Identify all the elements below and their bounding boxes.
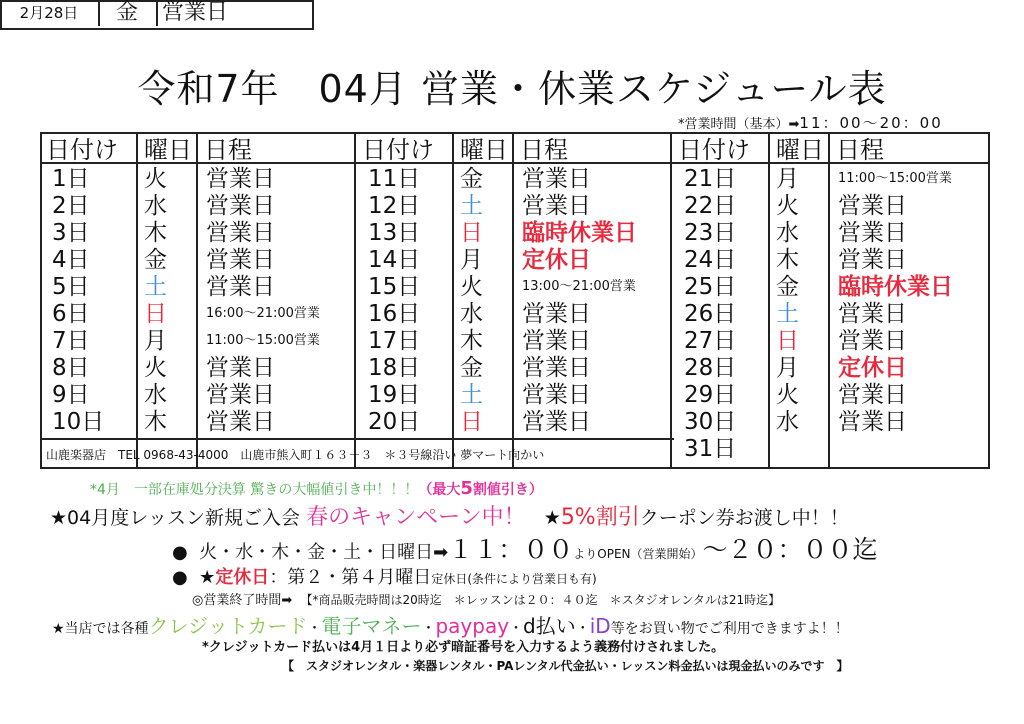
campaign-suffix: クーポン券お渡し中！！ xyxy=(639,507,849,529)
weekday-cell: 日 xyxy=(460,409,483,435)
schedule-cell: 営業日 xyxy=(206,193,275,219)
weekday-cell: 火 xyxy=(776,382,799,408)
schedule-cell: 臨時休業日 xyxy=(522,220,637,246)
hours-bullet: ● xyxy=(172,542,188,563)
schedule-cell: 営業日 xyxy=(838,247,907,273)
weekday-cell: 土 xyxy=(460,382,483,408)
end-label: ◎営業終了時間➡ xyxy=(192,593,293,608)
column-divider xyxy=(136,134,138,467)
schedule-cell: 営業日 xyxy=(838,409,907,435)
schedule-cell: 臨時休業日 xyxy=(838,274,953,300)
payment-id: iD xyxy=(589,614,611,638)
schedule-cell: 16:00～21:00営業 xyxy=(206,306,320,321)
date-cell: 28日 xyxy=(684,355,737,381)
header-schedule: 日程 xyxy=(204,136,252,164)
header-date: 日付け xyxy=(46,136,118,164)
payment-emoney: 電子マネー xyxy=(321,614,422,638)
schedule-cell: 営業日 xyxy=(206,409,275,435)
date-cell: 5日 xyxy=(52,274,90,300)
schedule-cell: 11:00～15:00営業 xyxy=(838,171,952,186)
schedule-cell: 営業日 xyxy=(522,382,591,408)
payment-dot-2: ・ xyxy=(421,621,436,637)
schedule-cell: 営業日 xyxy=(206,220,275,246)
payment-d: d払い xyxy=(523,614,576,638)
payment-dot-1: ・ xyxy=(307,621,322,637)
date-cell: 21日 xyxy=(684,166,737,192)
weekday-cell: 水 xyxy=(776,409,799,435)
closed-line xyxy=(172,563,1024,589)
date-cell: 30日 xyxy=(684,409,737,435)
closed-bullet: ● xyxy=(172,567,188,588)
schedule-cell: 営業日 xyxy=(206,247,275,273)
date-cell: 24日 xyxy=(684,247,737,273)
schedule-cell: 営業日 xyxy=(206,382,275,408)
date-cell: 1日 xyxy=(52,166,90,192)
header-schedule: 日程 xyxy=(836,136,884,164)
date-cell: 31日 xyxy=(684,436,737,462)
date-cell: 23日 xyxy=(684,220,737,246)
header-weekday: 曜日 xyxy=(776,136,824,164)
hours-open: １１：００ xyxy=(448,535,574,564)
schedule-cell: 営業日 xyxy=(838,220,907,246)
payment-dot-4: ・ xyxy=(575,621,590,637)
date-cell: 10日 xyxy=(52,409,105,435)
date-cell: 11日 xyxy=(368,166,421,192)
sale-line xyxy=(90,478,1024,499)
info-divider xyxy=(42,438,674,440)
end-note: 【*商品販売時間は20時迄 ＊レッスンは２０：４０迄 ＊スタジオレンタルは21時迄】 xyxy=(300,593,781,607)
schedule-cell: 営業日 xyxy=(838,328,907,354)
closed-star: ★ xyxy=(199,567,216,588)
date-cell: 14日 xyxy=(368,247,421,273)
date-cell: 18日 xyxy=(368,355,421,381)
date-cell: 12日 xyxy=(368,193,421,219)
weekday-cell: 金 xyxy=(776,274,799,300)
cash-note: 【 スタジオレンタル・楽器レンタル・PAレンタル代金払い・レッスン料金払いは現金払いのみです 】 xyxy=(282,659,849,673)
header-weekday: 曜日 xyxy=(144,136,192,164)
weekday-cell: 水 xyxy=(144,382,167,408)
weekday-cell: 火 xyxy=(460,274,483,300)
basic-hours-label: *営業時間（基本）➡ xyxy=(678,117,800,132)
header-schedule: 日程 xyxy=(520,136,568,164)
schedule-cell: 営業日 xyxy=(522,355,591,381)
weekday-cell: 月 xyxy=(776,166,799,192)
schedule-cell: 定休日 xyxy=(838,355,907,381)
weekday-cell: 日 xyxy=(460,220,483,246)
sale-emph-close: 割値引き） xyxy=(472,482,543,498)
basic-hours xyxy=(678,112,943,133)
block-divider xyxy=(354,134,356,467)
weekday-cell: 月 xyxy=(144,328,167,354)
basic-hours-time: 11：00～20：00 xyxy=(799,114,943,132)
today-box xyxy=(0,0,314,30)
payment-credit: クレジットカード xyxy=(148,614,308,638)
campaign-main: 春のキャンペーン中！ xyxy=(306,505,526,530)
store-info: 山鹿楽器店 TEL 0968-43-4000 山鹿市熊入町１６３－３ ＊３号線沿い 夢マート向かい xyxy=(46,448,545,462)
column-divider xyxy=(452,134,454,467)
weekday-cell: 木 xyxy=(776,247,799,273)
column-divider xyxy=(512,134,514,467)
date-cell: 7日 xyxy=(52,328,90,354)
date-cell: 4日 xyxy=(52,247,90,273)
schedule-cell: 11:00～15:00営業 xyxy=(206,333,320,348)
closed-text: ：第２・第４月曜日 xyxy=(269,567,432,588)
campaign-star: ★ xyxy=(543,507,561,529)
date-cell: 29日 xyxy=(684,382,737,408)
sale-text: *4月 一部在庫処分決算 驚きの大幅値引き中！！！ xyxy=(90,482,419,498)
column-divider xyxy=(768,134,770,467)
weekday-cell: 木 xyxy=(144,220,167,246)
campaign-discount: 5%割引 xyxy=(560,505,640,530)
today-date: 2月28日 xyxy=(0,0,100,26)
date-cell: 9日 xyxy=(52,382,90,408)
weekday-cell: 土 xyxy=(460,193,483,219)
weekday-cell: 土 xyxy=(144,274,167,300)
weekday-cell: 日 xyxy=(144,301,167,327)
date-cell: 13日 xyxy=(368,220,421,246)
hours-days: 火・水・木・金・土・日曜日➡ xyxy=(199,542,449,563)
date-cell: 15日 xyxy=(368,274,421,300)
schedule-cell: 営業日 xyxy=(206,355,275,381)
sale-emph-num: 5 xyxy=(460,478,473,499)
campaign-line xyxy=(50,500,1024,531)
weekday-cell: 月 xyxy=(776,355,799,381)
date-cell: 26日 xyxy=(684,301,737,327)
date-cell: 25日 xyxy=(684,274,737,300)
schedule-cell: 営業日 xyxy=(522,193,591,219)
schedule-cell: 13:00～21:00営業 xyxy=(522,279,636,294)
schedule-cell: 営業日 xyxy=(838,301,907,327)
date-cell: 22日 xyxy=(684,193,737,219)
pin-note: *クレジットカード払いは4月１日より必ず暗証番号を入力するよう義務付けされました。 xyxy=(202,640,725,655)
date-cell: 6日 xyxy=(52,301,90,327)
sale-emph-open: （最大 xyxy=(418,482,461,498)
schedule-cell: 営業日 xyxy=(838,193,907,219)
weekday-cell: 木 xyxy=(460,328,483,354)
schedule-cell: 営業日 xyxy=(522,409,591,435)
schedule-cell: 営業日 xyxy=(522,301,591,327)
block-divider xyxy=(670,134,672,467)
hours-close: ～２０：００迄 xyxy=(702,535,878,564)
weekday-cell: 火 xyxy=(144,355,167,381)
today-weekday: 金 xyxy=(98,0,158,26)
schedule-cell: 営業日 xyxy=(206,166,275,192)
date-cell: 2日 xyxy=(52,193,90,219)
page-title: 令和7年 04月 営業・休業スケジュール表 xyxy=(137,67,887,111)
column-divider xyxy=(196,134,198,467)
weekday-cell: 月 xyxy=(460,247,483,273)
closed-note: 定休日(条件により営業日も有) xyxy=(431,572,597,586)
hours-line xyxy=(172,530,1024,566)
schedule-cell: 定休日 xyxy=(522,247,591,273)
date-cell: 20日 xyxy=(368,409,421,435)
weekday-cell: 火 xyxy=(776,193,799,219)
weekday-cell: 土 xyxy=(776,301,799,327)
end-line xyxy=(192,589,1024,608)
weekday-cell: 水 xyxy=(776,220,799,246)
date-cell: 27日 xyxy=(684,328,737,354)
weekday-cell: 水 xyxy=(144,193,167,219)
date-cell: 3日 xyxy=(52,220,90,246)
date-cell: 8日 xyxy=(52,355,90,381)
closed-label: 定休日 xyxy=(215,567,270,588)
campaign-prefix: ★04月度レッスン新規ご入会 xyxy=(50,507,301,529)
payment-prefix: ★当店では各種 xyxy=(52,621,149,637)
weekday-cell: 金 xyxy=(460,166,483,192)
weekday-cell: 水 xyxy=(460,301,483,327)
payment-dot-3: ・ xyxy=(509,621,524,637)
weekday-cell: 金 xyxy=(460,355,483,381)
payment-paypay: paypay xyxy=(435,614,510,638)
column-divider xyxy=(828,134,830,467)
schedule-cell: 営業日 xyxy=(206,274,275,300)
weekday-cell: 火 xyxy=(144,166,167,192)
schedule-cell: 営業日 xyxy=(838,382,907,408)
weekday-cell: 日 xyxy=(776,328,799,354)
schedule-table xyxy=(40,132,990,469)
schedule-cell: 営業日 xyxy=(522,166,591,192)
date-cell: 17日 xyxy=(368,328,421,354)
payment-suffix: 等をお買い物でご利用できますよ！！ xyxy=(610,621,849,637)
hours-open-note: よりOPEN（営業開始） xyxy=(573,547,703,561)
header-date: 日付け xyxy=(678,136,750,164)
header-date: 日付け xyxy=(362,136,434,164)
weekday-cell: 木 xyxy=(144,409,167,435)
date-cell: 16日 xyxy=(368,301,421,327)
date-cell: 19日 xyxy=(368,382,421,408)
today-status: 営業日 xyxy=(162,0,229,25)
schedule-cell: 営業日 xyxy=(522,328,591,354)
weekday-cell: 金 xyxy=(144,247,167,273)
header-weekday: 曜日 xyxy=(460,136,508,164)
payment-line xyxy=(52,610,1024,639)
